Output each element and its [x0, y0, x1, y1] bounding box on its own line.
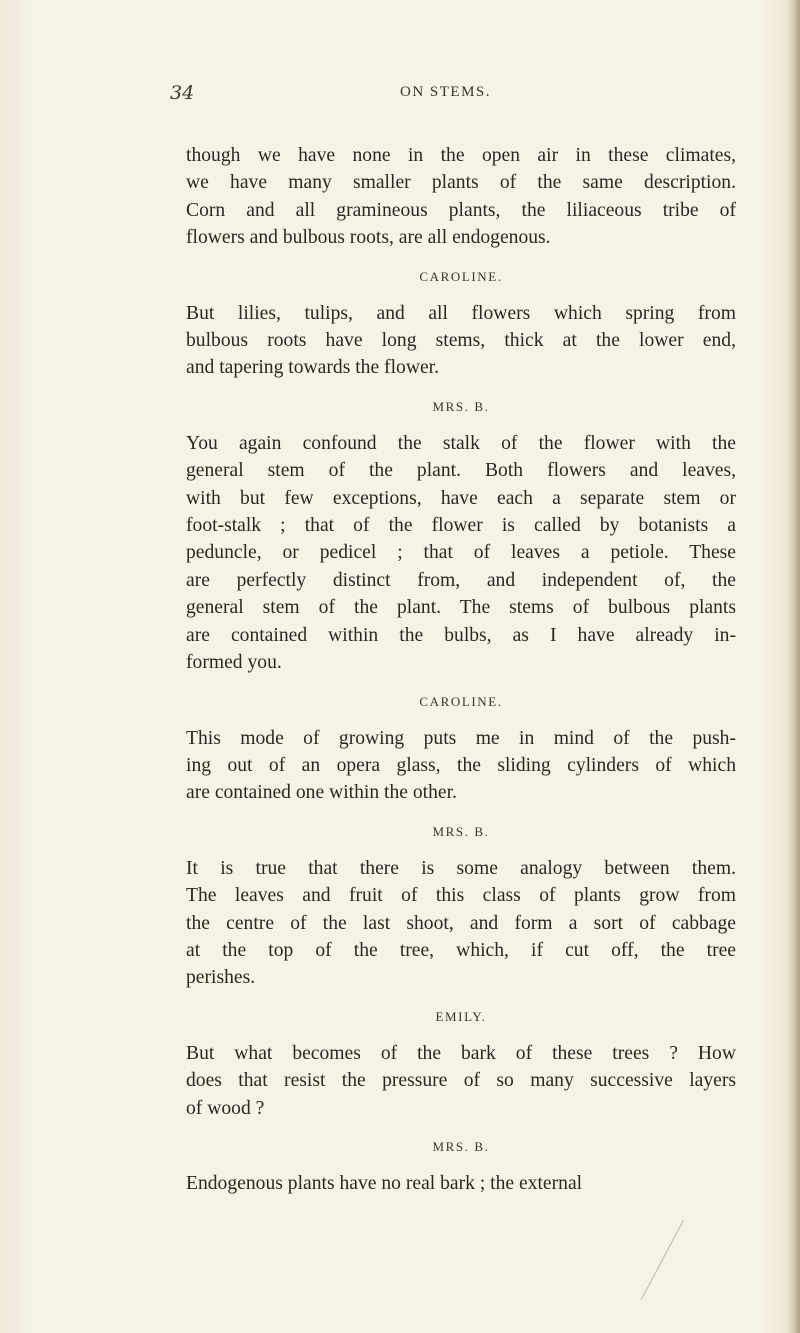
speaker-label: EMILY. [435, 1008, 487, 1024]
running-title: ON STEMS. [400, 84, 492, 100]
text-line: foot-stalk ; that of the flower is called by botanists a [186, 515, 736, 537]
paragraph [186, 430, 736, 677]
body-text [186, 142, 736, 1197]
paragraph [186, 1170, 736, 1197]
speaker-label: CAROLINE. [419, 268, 503, 284]
speaker-label: CAROLINE. [419, 693, 503, 709]
speaker-label: MRS. B. [432, 398, 490, 414]
page-number: 34 [170, 82, 195, 104]
text-line: of wood ? [186, 1097, 265, 1119]
text-line: at the top of the tree, which, if cut off, the tree [186, 939, 736, 961]
paragraph [186, 1040, 736, 1122]
running-header [170, 82, 730, 112]
text-line: and tapering towards the flower. [186, 357, 440, 379]
text-line: are perfectly distinct from, and independent of, the [186, 569, 736, 591]
text-line: general stem of the plant. The stems of bulbous plants [186, 597, 736, 619]
text-line: general stem of the plant. Both flowers and leaves, [186, 460, 736, 482]
text-line: But what becomes of the bark of these trees ? How [186, 1042, 736, 1064]
paragraph [186, 725, 736, 807]
text-line: with but few exceptions, have each a separate stem or [186, 487, 736, 509]
paragraph [186, 300, 736, 382]
text-line: are contained within the bulbs, as I have already in- [186, 624, 736, 646]
text-line: Endogenous plants have no real bark ; the external [186, 1172, 583, 1194]
text-line: ing out of an opera glass, the sliding cylinders of which [186, 754, 736, 776]
speaker-label: MRS. B. [432, 1138, 490, 1154]
text-line: You again confound the stalk of the flower with the [186, 432, 736, 454]
paragraph [186, 855, 736, 992]
text-line: formed you. [186, 652, 282, 674]
text-line: does that resist the pressure of so many successive layers [186, 1070, 736, 1092]
text-line: we have many smaller plants of the same description. [186, 172, 736, 194]
text-line: It is true that there is some analogy between them. [186, 857, 736, 879]
text-line: This mode of growing puts me in mind of the push- [186, 727, 736, 749]
text-line: The leaves and fruit of this class of plants grow from [186, 885, 736, 907]
margin-pencil-stroke [641, 1220, 684, 1300]
text-line: perishes. [186, 967, 256, 989]
text-line: the centre of the last shoot, and form a sort of cabbage [186, 912, 736, 934]
text-line: bulbous roots have long stems, thick at the lower end, [186, 330, 736, 352]
text-line: peduncle, or pedicel ; that of leaves a petiole. These [186, 542, 736, 564]
page-edge-shadow [786, 0, 800, 1333]
speaker-label: MRS. B. [432, 823, 490, 839]
text-line: are contained one within the other. [186, 782, 457, 804]
paragraph [186, 142, 736, 252]
text-line: Corn and all gramineous plants, the liliaceous tribe of [186, 199, 736, 221]
text-line: flowers and bulbous roots, are all endogenous. [186, 227, 551, 249]
text-line: But lilies, tulips, and all flowers which spring from [186, 302, 736, 324]
text-line: though we have none in the open air in these climates, [186, 145, 736, 166]
